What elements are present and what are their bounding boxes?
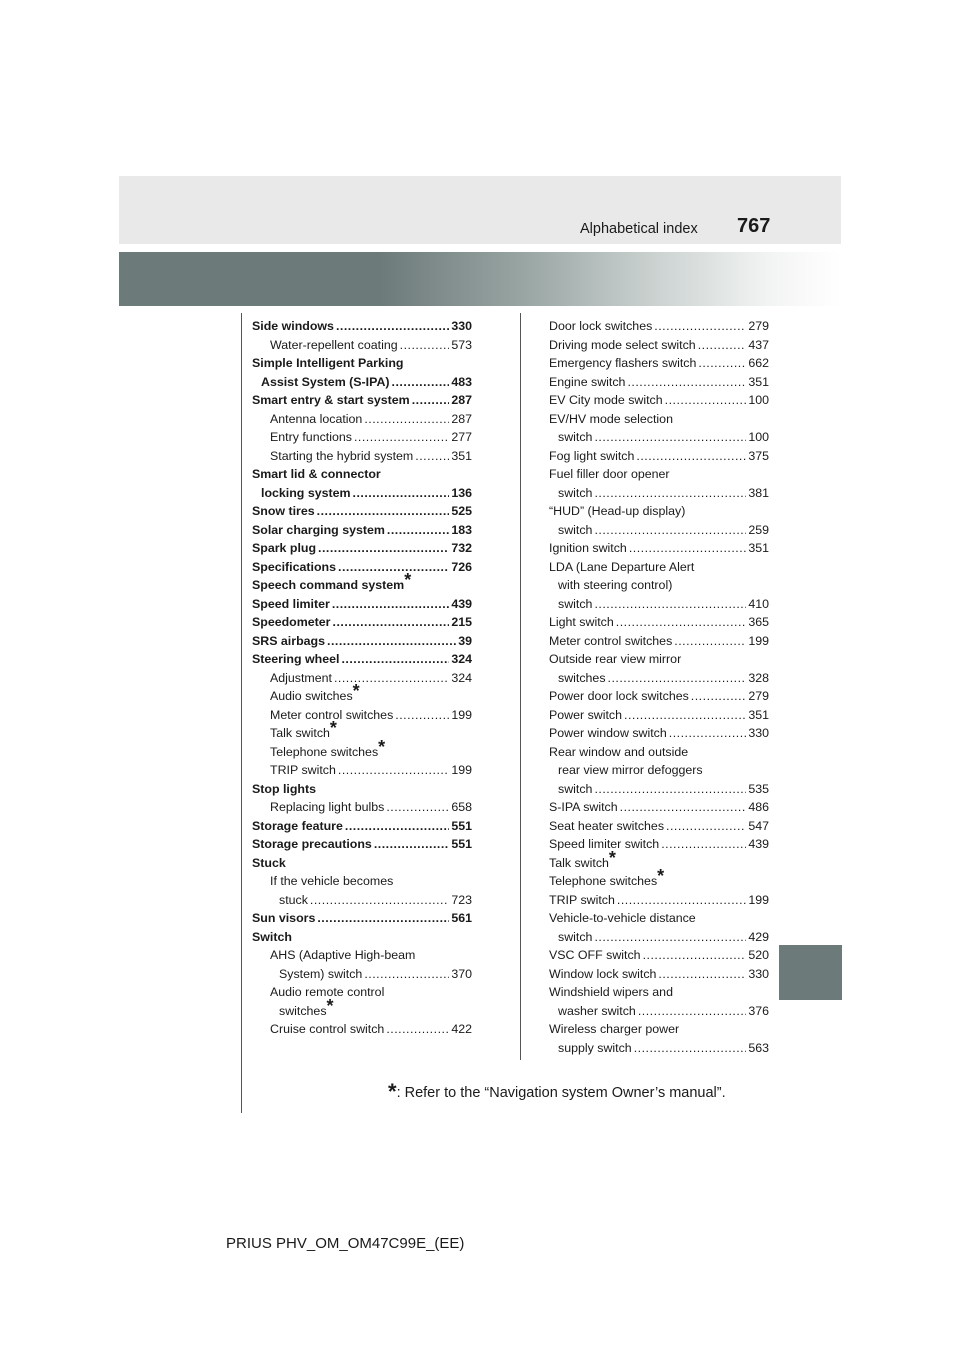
index-subentry-continued: stuck ..... 723 <box>252 891 472 910</box>
index-entry: Speed limiter ..... 439 <box>252 595 472 614</box>
index-subentry: EV City mode switch ..... 100 <box>549 391 769 410</box>
index-subentry: Power switch ..... 351 <box>549 706 769 725</box>
footnote-star-icon: * <box>352 681 360 701</box>
index-subentry: Emergency flashers switch ..... 662 <box>549 354 769 373</box>
index-subentry: Outside rear view mirror <box>549 652 682 666</box>
index-subentry: Meter control switches ..... 199 <box>549 632 769 651</box>
index-entry: Solar charging system ..... 183 <box>252 521 472 540</box>
index-subentry: Window lock switch ..... 330 <box>549 965 769 984</box>
index-entry: Storage precautions ..... 551 <box>252 835 472 854</box>
index-subentry: Antenna location ..... 287 <box>252 410 472 429</box>
index-entry: Stop lights <box>252 781 317 796</box>
index-subentry: Fuel filler door opener <box>549 467 670 481</box>
index-subentry: Speed limiter switch ..... 439 <box>549 835 769 854</box>
index-subentry: Telephone switches* <box>270 736 386 759</box>
index-column-right <box>549 317 769 1057</box>
index-subentry-continued: switch ..... 381 <box>549 484 769 503</box>
index-subentry: Power door lock switches ..... 279 <box>549 687 769 706</box>
index-subentry: Audio remote control <box>270 985 385 999</box>
index-entry: Stuck <box>252 855 286 870</box>
index-subentry: Engine switch ..... 351 <box>549 373 769 392</box>
index-subentry: Starting the hybrid system ..... 351 <box>252 447 472 466</box>
index-subentry: Driving mode select switch ..... 437 <box>549 336 769 355</box>
index-subentry: VSC OFF switch ..... 520 <box>549 946 769 965</box>
index-entry: Speedometer ..... 215 <box>252 613 472 632</box>
index-subentry: Entry functions ..... 277 <box>252 428 472 447</box>
index-subentry-continued: rear view mirror defoggers <box>558 763 703 777</box>
index-entry: Spark plug ..... 732 <box>252 539 472 558</box>
chapter-tab <box>779 945 842 1000</box>
index-entry: Speech command system* <box>252 570 412 592</box>
index-subentry-continued: switch ..... 535 <box>549 780 769 799</box>
index-entry: Smart lid & connector <box>252 467 381 481</box>
index-entry: Steering wheel ..... 324 <box>252 650 472 669</box>
index-subentry-continued: switches ..... 328 <box>549 669 769 688</box>
header-bar <box>119 176 841 244</box>
index-subentry: Windshield wipers and <box>549 985 673 999</box>
index-subentry-continued: switch ..... 100 <box>549 428 769 447</box>
column-divider <box>520 313 521 1060</box>
index-subentry: AHS (Adaptive High-beam <box>270 948 416 962</box>
index-subentry: Vehicle-to-vehicle distance <box>549 911 696 925</box>
index-subentry-continued: switches* <box>279 995 334 1018</box>
index-subentry: Meter control switches ..... 199 <box>252 706 472 725</box>
left-margin-rule <box>241 313 242 1113</box>
index-subentry: Adjustment ..... 324 <box>252 669 472 688</box>
index-subentry-continued: switch ..... 429 <box>549 928 769 947</box>
index-subentry: “HUD” (Head-up display) <box>549 504 686 518</box>
footnote-star-icon: * <box>404 570 412 590</box>
index-subentry: Rear window and outside <box>549 744 689 759</box>
index-entry: Switch <box>252 929 292 944</box>
index-subentry: Cruise control switch ..... 422 <box>252 1020 472 1039</box>
index-entry: Snow tires ..... 525 <box>252 502 472 521</box>
index-subentry: If the vehicle becomes <box>270 874 394 888</box>
index-entry-continued: Assist System (S-IPA) ..... 483 <box>252 373 472 392</box>
index-entry: Smart entry & start system ..... 287 <box>252 391 472 410</box>
index-subentry-continued: System) switch ..... 370 <box>252 965 472 984</box>
index-entry: Specifications ..... 726 <box>252 558 472 577</box>
index-subentry: Audio switches* <box>270 681 360 703</box>
index-subentry: Ignition switch ..... 351 <box>549 539 769 558</box>
index-subentry: Wireless charger power <box>549 1022 680 1036</box>
index-subentry: LDA (Lane Departure Alert <box>549 559 695 574</box>
index-column-left <box>252 317 472 1039</box>
footnote-star-icon: * <box>388 1079 397 1104</box>
section-title: Alphabetical index <box>580 221 698 237</box>
index-subentry: Power window switch ..... 330 <box>549 724 769 743</box>
page-number: 767 <box>737 215 771 237</box>
index-subentry: Light switch ..... 365 <box>549 613 769 632</box>
index-subentry: EV/HV mode selection <box>549 411 673 426</box>
index-subentry: Telephone switches* <box>549 866 665 888</box>
index-entry: Sun visors ..... 561 <box>252 909 472 928</box>
index-subentry: Talk switch* <box>270 718 337 740</box>
footnote-star-icon: * <box>657 866 665 886</box>
index-subentry: S-IPA switch ..... 486 <box>549 798 769 817</box>
footnote <box>388 1079 726 1104</box>
index-subentry: TRIP switch ..... 199 <box>252 761 472 780</box>
index-subentry: Replacing light bulbs ..... 658 <box>252 798 472 817</box>
index-entry: SRS airbags ..... 39 <box>252 632 472 651</box>
index-subentry: Talk switch* <box>549 847 616 870</box>
index-entry: Storage feature ..... 551 <box>252 817 472 836</box>
index-subentry: Seat heater switches ..... 547 <box>549 817 769 836</box>
footnote-star-icon: * <box>329 718 337 738</box>
index-subentry-continued: washer switch ..... 376 <box>549 1002 769 1021</box>
index-entry: Side windows ..... 330 <box>252 317 472 336</box>
index-subentry-continued: switch ..... 410 <box>549 595 769 614</box>
index-entry-continued: locking system ..... 136 <box>252 484 472 503</box>
footnote-star-icon: * <box>608 847 616 868</box>
index-subentry: Fog light switch ..... 375 <box>549 447 769 466</box>
index-subentry-continued: with steering control) <box>558 578 673 592</box>
index-subentry: Door lock switches ..... 279 <box>549 317 769 336</box>
index-subentry: TRIP switch ..... 199 <box>549 891 769 910</box>
index-subentry-continued: supply switch ..... 563 <box>549 1039 769 1058</box>
header-gradient-band <box>119 252 841 306</box>
manual-identifier: PRIUS PHV_OM_OM47C99E_(EE) <box>226 1235 465 1252</box>
footnote-text: : Refer to the “Navigation system Owner’s manual”. <box>396 1085 726 1101</box>
footnote-star-icon: * <box>378 736 386 757</box>
index-subentry-continued: switch ..... 259 <box>549 521 769 540</box>
index-entry: Simple Intelligent Parking <box>252 356 404 370</box>
footnote-star-icon: * <box>326 995 334 1016</box>
index-subentry: Water-repellent coating ..... 573 <box>252 336 472 355</box>
